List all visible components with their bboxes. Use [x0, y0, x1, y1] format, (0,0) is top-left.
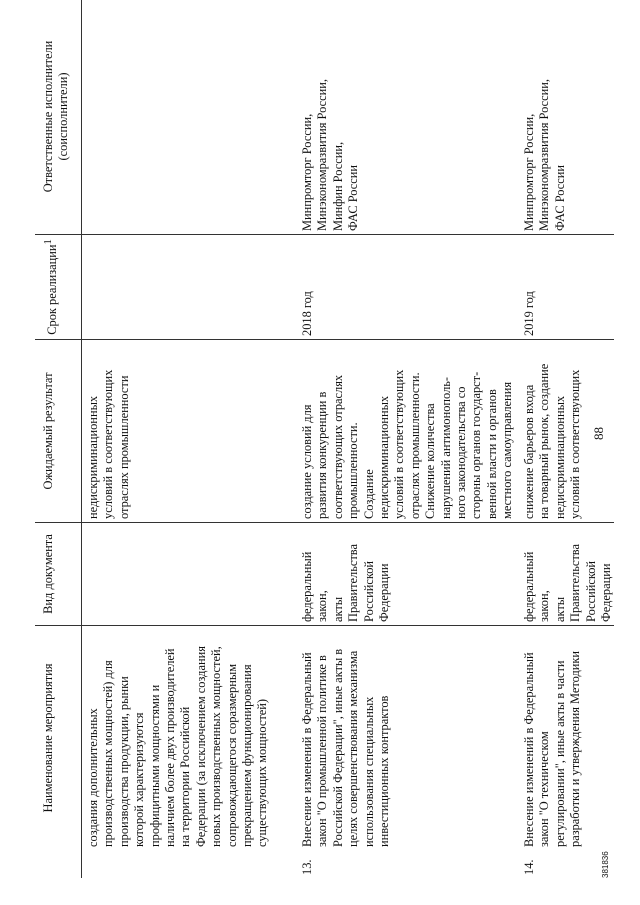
deadline [82, 235, 297, 340]
deadline: 2019 год [518, 235, 614, 340]
expected-result: создание условий для развития конкуренции в соответствующих отраслях промышленности. Создание недискриминационных условий в соответствующих отраслях промышленности. Снижение количества нарушений антимонополь- ного законодательства со стороны органов государст- венной власти и органов местного самоуправления [296, 340, 518, 523]
header-doc-type: Вид документа [35, 523, 82, 626]
row-number: 13. [300, 859, 314, 875]
executors: Минпромторг России, Минэкономразвития России, Минфин России, ФАС России [296, 0, 518, 235]
expected-result: недискриминационных условий в соответствующих отраслях промышленности [82, 340, 297, 523]
table-row [296, 0, 518, 878]
header-deadline: Срок реализации$^1$ [35, 235, 82, 340]
executors [82, 0, 297, 235]
measure-name: создания дополнительных производственных мощностей) для производства продукции, рынки которой характеризуются профицитными мощностями и наличием более двух производителей на территории Российской Федерации (за исключением создания новых производственных мощностей, сопровождающегося соразмерным прекращением функционирования существующих мощностей) [86, 646, 270, 847]
expected-result: снижение барьеров входа на товарный рынок, создание недискриминационных условий в соответствующих [518, 340, 614, 523]
header-result: Ожидаемый результат [35, 340, 82, 523]
row-number [82, 850, 297, 878]
document-type: федеральный закон, акты Правительства Российской Федерации [518, 523, 614, 626]
header-number-cell [35, 850, 82, 878]
measures-table [35, 0, 614, 878]
measure-name: Внесение изменений в Федеральный закон "О промышленной политике в Российской Федерации", иные акты в целях совершенствования механизма использования специальных инвестиционных контрактов [300, 648, 392, 847]
deadline: 2018 год [296, 235, 518, 340]
document-code: 381836 [601, 851, 610, 878]
measure-name: Внесение изменений в Федеральный закон "О техническом регулировании", иные акты в части разработки и утверждения Методики [522, 650, 583, 847]
table-row [518, 0, 614, 878]
header-name: Наименование мероприятия [35, 626, 82, 851]
table-row [82, 0, 297, 878]
executors: Минпромторг России, Минэкономразвития России, ФАС России [518, 0, 614, 235]
footnote-marker: 1 [43, 239, 54, 245]
document-type [82, 523, 297, 626]
document-type: федеральный закон, акты Правительства Российской Федерации [296, 523, 518, 626]
table-header-row [35, 0, 82, 878]
page-number: 88 [591, 427, 606, 440]
row-number: 14. [522, 859, 536, 875]
header-executors: Ответственные исполнители (соисполнители) [35, 0, 82, 235]
